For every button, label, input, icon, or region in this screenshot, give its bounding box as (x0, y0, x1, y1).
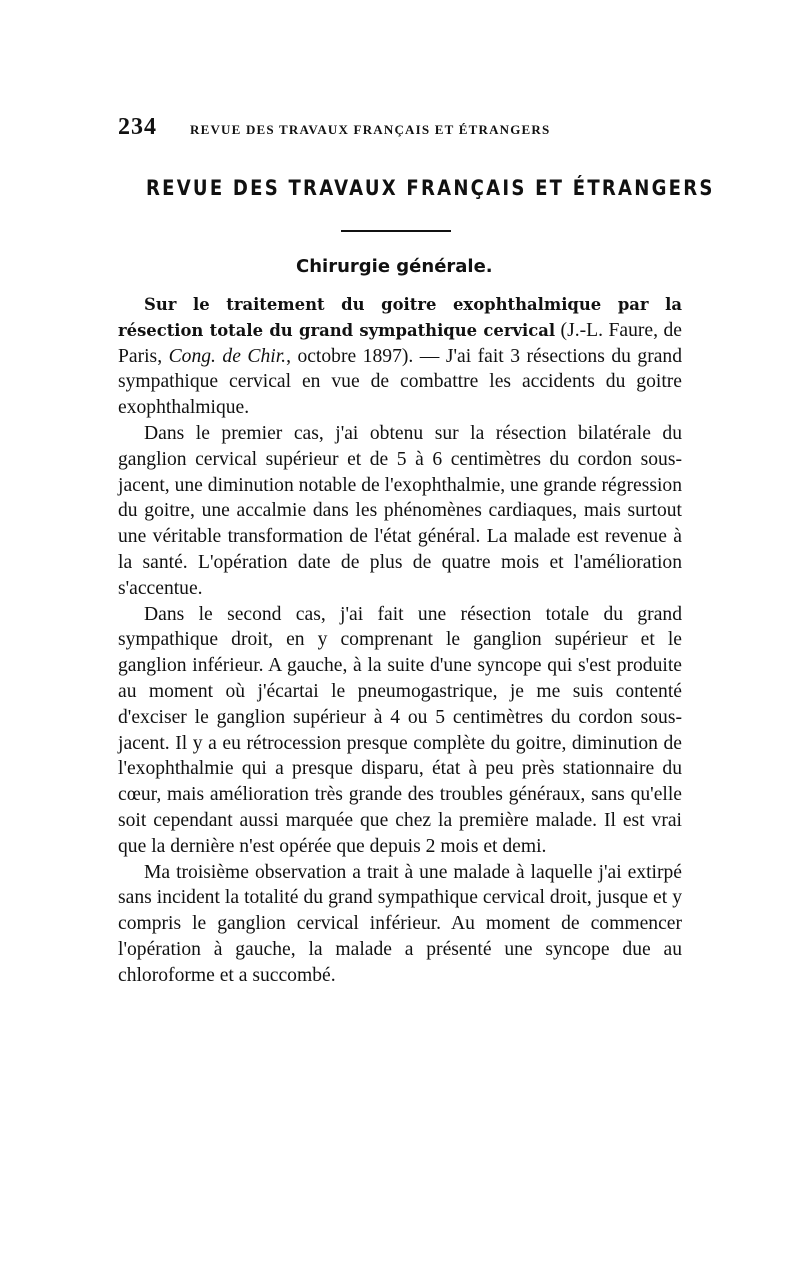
article-first-paragraph (118, 292, 682, 421)
paragraph: Dans le premier cas, j'ai obtenu sur la résection bilatérale du ganglion cervical supérieur et de 5 à 6 centimètres du cordon sous-jacent, une diminution notable de l'exophthalmie, une grande régression du goitre, une accalmie dans les phénomènes cardiaques, mais surtout une véritable transformation de l'état général. La malade est revenue à la santé. L'opération date de plus de quatre mois et l'amélioration s'accentue. (118, 422, 682, 599)
subsection-title: Chirurgie générale. (296, 256, 493, 277)
article-body (118, 292, 682, 989)
paragraph: Ma troisième observation a trait à une malade à laquelle j'ai extirpé sans incident la totalité du grand sympathique cervical droit, jusque et y compris le ganglion cervical inférieur. Au moment de commencer l'opération à gauche, la malade a présenté une syncope due au chloroforme et a succombé. (118, 861, 682, 986)
citation-date: , octobre 1897). — (286, 345, 446, 367)
section-title: REVUE DES TRAVAUX FRANÇAIS ET ÉTRANGERS (146, 176, 715, 200)
citation-journal: Cong. de Chir. (168, 345, 287, 367)
citation-authors: (J.-L. Faure, de Paris, (118, 319, 683, 367)
page-number: 234 (118, 114, 157, 140)
paragraph: Dans le second cas, j'ai fait une résection totale du grand sympathique droit, en y comprenant le ganglion supérieur et le ganglion inférieur. A gauche, à la suite d'une syncope qui s'est produite au moment où j'écartai le pneumogastrique, je me suis contenté d'exciser le ganglion supérieur à 4 ou 5 centimètres du cordon sous-jacent. Il y a eu rétrocession presque complète du goitre, diminution de l'exophthalmie qui a presque disparu, état à peu près stationnaire du cœur, mais amélioration très grande des troubles généraux, sans qu'elle soit cependant aussi marquée que chez la première malade. Il est vrai que la dernière n'est opérée que depuis 2 mois et demi. (118, 603, 682, 857)
running-title: REVUE DES TRAVAUX FRANÇAIS ET ÉTRANGERS (190, 122, 551, 137)
section-divider (341, 230, 451, 232)
article-title: Sur le traitement du goitre exophthalmique par la résection totale du grand sympathique cervical (118, 295, 682, 340)
article-intro: J'ai fait 3 résections du grand sympathique cervical en vue de combattre les accidents du goitre exophthalmique. (118, 345, 683, 419)
